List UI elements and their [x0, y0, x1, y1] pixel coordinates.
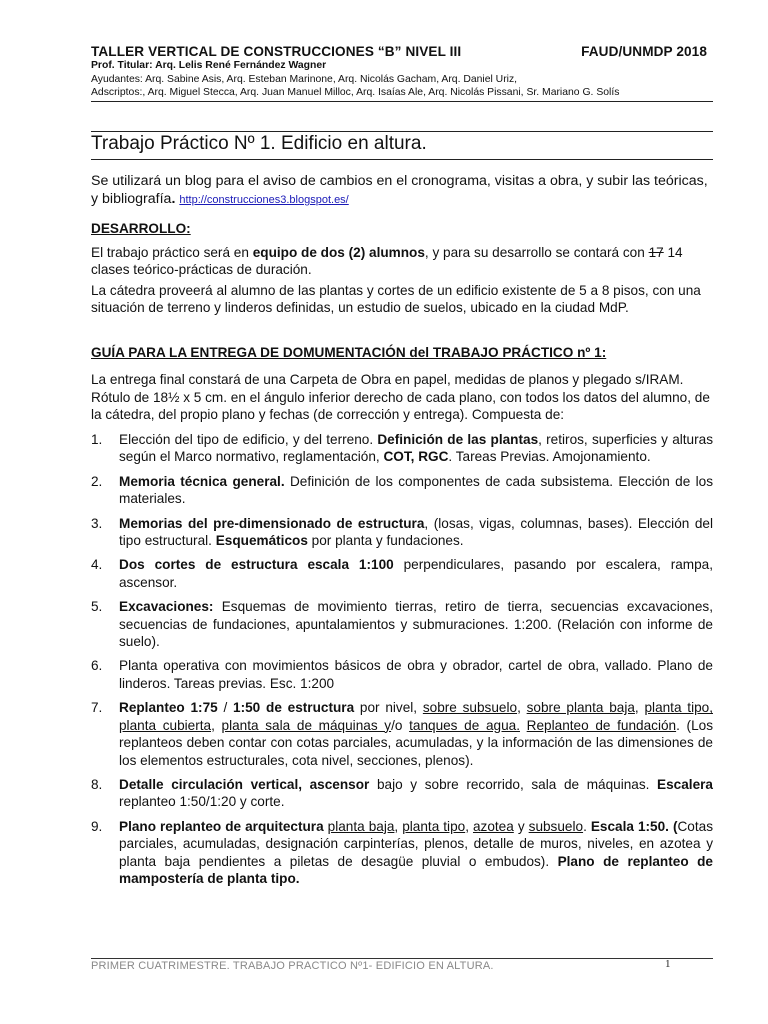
p1-text-c: 14 clases teórico-prácticas de duración.: [91, 245, 683, 277]
item-text: . Tareas Previas. Amojonamiento.: [448, 449, 651, 465]
item-text: ,: [394, 818, 403, 834]
item-text: .: [583, 818, 591, 834]
item-bold: Escalera: [657, 776, 713, 792]
item-number: 2.: [91, 473, 103, 489]
list-item: [91, 473, 713, 508]
item-text: ,: [517, 700, 527, 716]
intro-paragraph: [91, 172, 713, 209]
item-underline: azotea: [472, 818, 514, 834]
intro-text: Se utilizará un blog para el aviso de cambios en el cronograma, visitas a obra, y subir las teóricas, y bibliografía: [91, 173, 708, 207]
footer-rule: [91, 958, 713, 959]
item-number: 6.: [91, 658, 103, 674]
list-item: [91, 556, 713, 591]
title-bottom-rule: [91, 159, 713, 160]
item-bold: Memorias del pre-dimensionado de estructura: [119, 515, 425, 531]
list-item: [91, 776, 713, 811]
item-text: /o: [391, 717, 410, 733]
item-number: 5.: [91, 599, 103, 615]
course-title: TALLER VERTICAL DE CONSTRUCCIONES “B” NIVEL III: [91, 44, 462, 59]
item-text: Planta operativa con movimientos básicos de obra y obrador, cartel de obra, vallado. Plano de linderos. Tareas previas. Esc. 1:200: [119, 658, 713, 691]
item-underline: planta baja: [327, 818, 395, 834]
list-item: [91, 818, 713, 888]
item-bold: Plano replanteo de arquitectura: [119, 818, 324, 834]
p1-bold: equipo de dos (2) alumnos: [252, 245, 425, 260]
page-number: 1: [665, 958, 671, 970]
item-underline: planta cubierta,: [119, 717, 215, 733]
item-text: /: [217, 700, 234, 716]
desarrollo-paragraph-1: [91, 245, 713, 278]
professor-line: Prof. Titular: Arq. Lelis René Fernández Wagner: [91, 60, 327, 71]
item-bold: 1:50 de estructura: [233, 700, 355, 716]
item-text: , (losas, vigas, columnas, bases). Elección del tipo estructural.: [119, 515, 713, 549]
item-text: por planta y fundaciones.: [307, 533, 464, 549]
item-number: 4.: [91, 557, 103, 573]
item-bold: COT, RGC: [383, 449, 449, 465]
item-underline: Replanteo de fundación: [526, 717, 677, 733]
item-underline: planta tipo,: [644, 700, 713, 716]
item-number: 7.: [91, 700, 103, 716]
ayudantes-line: Ayudantes: Arq. Sabine Asis, Arq. Esteban Marinone, Arq. Nicolás Gacham, Arq. Daniel Uriz,: [91, 74, 518, 85]
item-text: por nivel,: [354, 700, 423, 716]
p1-text-b: , y para su desarrollo se contará con: [424, 245, 649, 260]
item-text: bajo y sobre recorrido, sala de máquinas.: [369, 776, 658, 792]
item-bold: Excavaciones:: [119, 599, 214, 615]
item-bold: Replanteo 1:75: [119, 700, 218, 716]
guia-intro: La entrega final constará de una Carpeta de Obra en papel, medidas de planos y plegado s/IRAM. Rótulo de 18½ x 5 cm. en el ángulo inferior derecho de cada plano, con todos los datos del alumno, de la cátedra, del propio plano y fechas (de corrección y entrega). Compuesta de:: [91, 372, 710, 423]
item-text: replanteo 1:50/1:20 y corte.: [119, 794, 285, 810]
blog-link[interactable]: http://construcciones3.blogspot.es/: [179, 194, 349, 206]
intro-dot: .: [171, 191, 176, 207]
item-text: perpendiculares, pasando por escalera, rampa, ascensor.: [119, 557, 713, 590]
deliverables-list: [91, 431, 713, 894]
institution-label: FAUD/UNMDP 2018: [581, 44, 707, 59]
item-text: y: [513, 818, 529, 834]
item-bold: Dos cortes de estructura escala 1:100: [119, 557, 394, 573]
item-underline: sobre subsuelo: [422, 700, 518, 716]
item-text: Elección del tipo de edificio, y del terreno.: [119, 432, 378, 447]
item-number: 3.: [91, 515, 103, 531]
footer-text: PRIMER CUATRIMESTRE. TRABAJO PRACTICO Nº1- EDIFICIO EN ALTURA.: [91, 960, 494, 972]
header-divider: [91, 101, 713, 102]
list-item: [91, 598, 713, 650]
item-underline: subsuelo: [528, 818, 584, 834]
item-text: [520, 718, 527, 733]
p1-text-a: El trabajo práctico será en: [91, 245, 253, 260]
page-title: Trabajo Práctico Nº 1. Edificio en altura.: [91, 133, 427, 154]
list-item: [91, 657, 713, 692]
item-text: Esquemas de movimiento tierras, retiro de tierra, secuencias excavaciones, secuencias de fundaciones, apuntalamientos y submuraciones. 1:200. (Relación con informe de suelo).: [119, 599, 713, 650]
desarrollo-paragraph-2: La cátedra proveerá al alumno de las plantas y cortes de un edificio existente de 5 a 8 pisos, con una situación de terreno y linderos definidas, un estudio de suelos, ubicado en la ciudad MdP.: [91, 283, 701, 315]
item-text: ,: [465, 818, 473, 834]
item-bold: Esquemáticos: [215, 533, 308, 549]
item-underline: planta sala de máquinas y: [221, 717, 392, 733]
item-text: [215, 718, 222, 733]
item-number: 8.: [91, 776, 103, 792]
list-item: [91, 515, 713, 550]
header-course-line: [91, 44, 713, 59]
item-bold: Memoria técnica general.: [119, 473, 285, 489]
item-bold: Detalle circulación vertical, ascensor: [119, 776, 370, 792]
item-underline: planta tipo: [402, 818, 466, 834]
item-text: Definición de los componentes de cada subsistema. Elección de los materiales.: [119, 473, 713, 507]
item-text: ,: [634, 700, 645, 716]
item-underline: sobre planta baja: [526, 700, 635, 716]
list-item: [91, 699, 713, 769]
item-bold: Escala 1:50. (: [590, 818, 678, 834]
item-text: . (Los replanteos deben contar con cotas parciales, acumuladas, y la información de las dimensiones de los elementos estructurales, cota nivel, secciones, plenos).: [119, 717, 713, 768]
list-item: [91, 431, 713, 466]
item-bold: Definición de las plantas: [377, 432, 539, 447]
desarrollo-heading: DESARROLLO:: [91, 221, 191, 236]
item-text: , retiros, superficies y alturas según el Marco normativo, reglamentación,: [119, 432, 713, 465]
item-bold: Plano de replanteo de mampostería de planta tipo.: [119, 853, 713, 886]
item-underline: tanques de agua.: [409, 717, 520, 733]
title-top-rule: [91, 131, 713, 132]
p1-strike: 17: [648, 245, 664, 260]
item-number: 1.: [91, 432, 103, 447]
item-text: Cotas parciales, acumuladas, designación carpinterías, plenos, detalle de muros, niveles, en azotea y planta baja pendientes a piletas de desagüe pluvial o embudos).: [119, 818, 713, 869]
item-number: 9.: [91, 818, 103, 834]
adscriptos-line: Adscriptos:, Arq. Miguel Stecca, Arq. Juan Manuel Milloc, Arq. Isaías Ale, Arq. Nicolás Pissani, Sr. Mariano G. Solís: [91, 87, 620, 98]
guia-heading: GUÍA PARA LA ENTREGA DE DOMUMENTACIÓN del TRABAJO PRÁCTICO nº 1:: [91, 345, 607, 360]
